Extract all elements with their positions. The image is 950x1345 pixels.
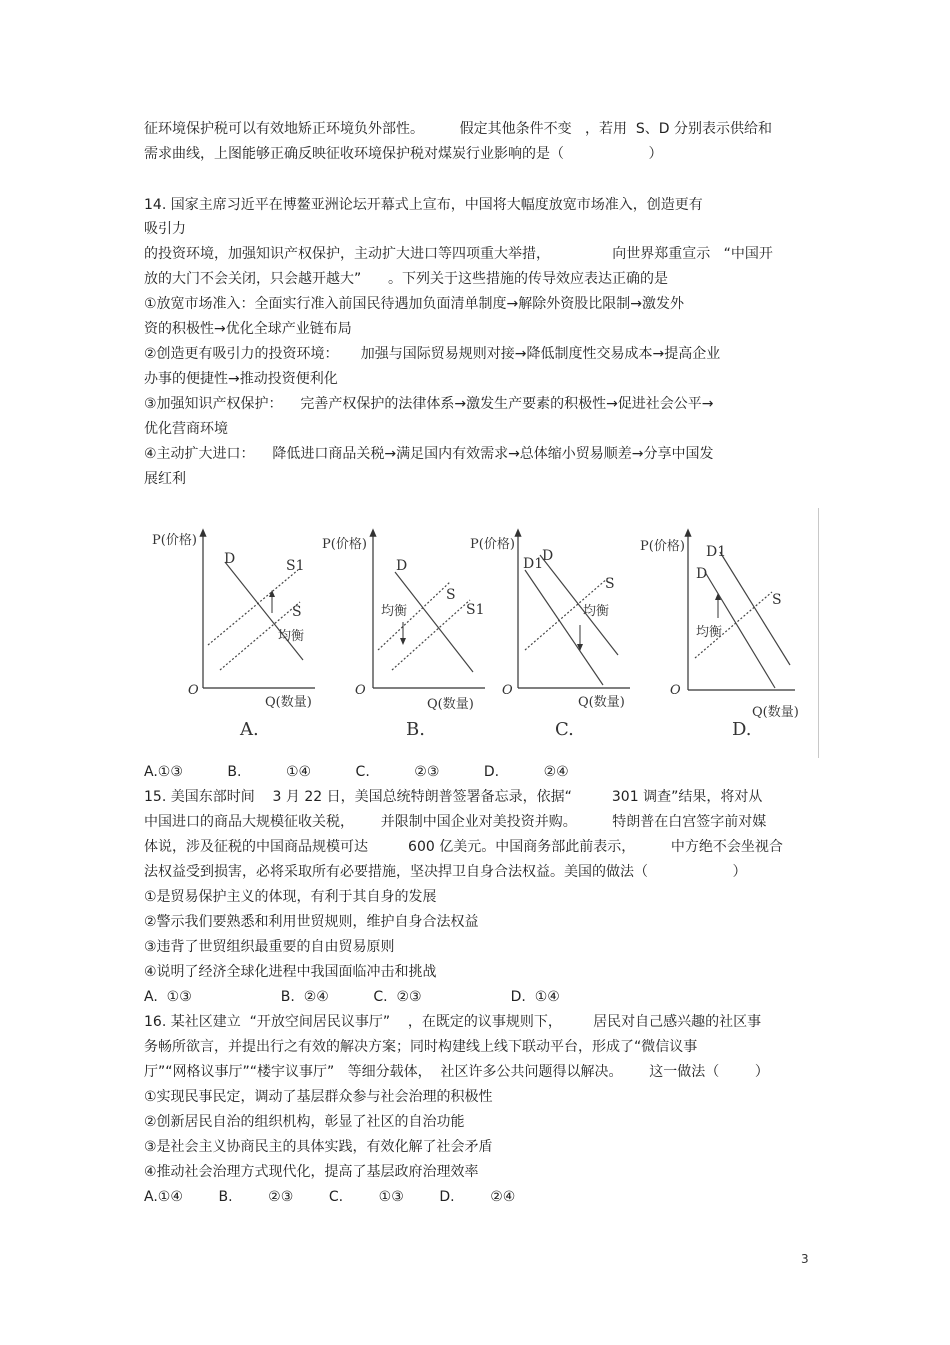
q14-stem-line: 14. 国家主席习近平在博鳌亚洲论坛开幕式上宣布，中国将大幅度放宽市场准入，创造更有	[144, 197, 703, 213]
q16-options: A.①④ B. ②③ C. ①③ D. ②④	[144, 1189, 516, 1205]
q14-item-1: ①放宽市场准入：全面实行准入前国民待遇加负面清单制度→解除外资股比限制→激发外	[144, 296, 685, 312]
curve-label-s: S	[446, 587, 456, 603]
origin-label: O	[188, 683, 199, 698]
q15-stem-line: 15. 美国东部时间 3 月 22 日，美国总统特朗普签署备忘录，依据“ 301 调查”结果，将对从	[144, 789, 763, 805]
q15-stem-line: 体说，涉及征税的中国商品规模可达 600 亿美元。中国商务部此前表示， 中方绝不会坐视合	[144, 839, 783, 855]
panel-label-a: A.	[240, 719, 259, 740]
q15-item-3: ③违背了世贸组织最重要的自由贸易原则	[144, 939, 395, 955]
origin-label: O	[355, 683, 366, 698]
q15-item-2: ②警示我们要熟悉和利用世贸规则，维护自身合法权益	[144, 914, 479, 930]
curve-label-s: S	[292, 604, 302, 620]
equilibrium-label: 均衡	[381, 604, 408, 619]
page-number: 3	[801, 1252, 809, 1266]
q16-item-2: ②创新居民自治的组织机构，彰显了社区的自治功能	[144, 1114, 465, 1130]
q16-item-1: ①实现民事民定，调动了基层群众参与社会治理的积极性	[144, 1089, 493, 1105]
curve-label-d: D	[542, 548, 554, 564]
x-axis-label: Q(数量)	[752, 705, 799, 720]
graph-c	[470, 532, 630, 740]
q14-item-2: ②创造更有吸引力的投资环境： 加强与国际贸易规则对接→降低制度性交易成本→提高企业	[144, 346, 721, 362]
y-axis-label: P(价格)	[322, 537, 367, 552]
graph-b	[322, 532, 485, 740]
q14-item-1-cont: 资的积极性→优化全球产业链布局	[144, 321, 352, 337]
q16-stem-line: 务畅所欲言，并提出行之有效的解决方案；同时构建线上线下联动平台，形成了“微信议事	[144, 1039, 698, 1055]
q16-item-3: ③是社会主义协商民主的具体实践，有效化解了社会矛盾	[144, 1139, 493, 1155]
curve-label-s: S	[605, 576, 615, 592]
panel-label-d: D.	[732, 719, 752, 740]
q15-item-4: ④说明了经济全球化进程中我国面临冲击和挑战	[144, 964, 437, 980]
origin-label: O	[502, 683, 513, 698]
curve-label-d: D	[696, 566, 708, 582]
x-axis-label: Q(数量)	[578, 695, 625, 710]
equilibrium-label: 均衡	[278, 629, 305, 644]
scan-edge-line	[818, 508, 819, 758]
q14-stem-line: 吸引力	[144, 221, 186, 237]
x-axis-label: Q(数量)	[427, 697, 474, 712]
q13-options: A.①③ B. ①④ C. ②③ D. ②④	[144, 764, 569, 780]
curve-label-d1: D1	[523, 556, 544, 572]
q13-text-line: 征环境保护税可以有效地矫正环境负外部性。 假定其他条件不变 ，若用 S、D 分别表示供给和	[144, 121, 772, 137]
q15-options: A. ①③ B. ②④ C. ②③ D. ①④	[144, 989, 560, 1005]
curve-label-s: S	[772, 592, 782, 608]
equilibrium-label: 均衡	[696, 625, 723, 640]
y-axis-label: P(价格)	[152, 533, 197, 548]
y-axis-label: P(价格)	[470, 537, 515, 552]
curve-label-d: D	[224, 551, 236, 567]
q16-stem-line: 厅”“网格议事厅”“楼宇议事厅” 等细分载体， 社区许多公共问题得以解决。 这一做法（ ）	[144, 1064, 769, 1080]
q14-item-4: ④主动扩大进口： 降低进口商品关税→满足国内有效需求→总体缩小贸易顺差→分享中国发	[144, 446, 714, 462]
q14-item-2-cont: 办事的便捷性→推动投资便利化	[144, 371, 338, 387]
origin-label: O	[670, 683, 681, 698]
q15-item-1: ①是贸易保护主义的体现，有利于其自身的发展	[144, 889, 437, 905]
q14-stem-line: 的投资环境，加强知识产权保护，主动扩大进口等四项重大举措， 向世界郑重宣示 “中国开	[144, 246, 773, 262]
q15-stem-line: 法权益受到损害，必将采取所有必要措施，坚决捍卫自身合法权益。美国的做法（ ）	[144, 864, 747, 880]
demand-curve-d	[395, 572, 473, 672]
q13-text-line: 需求曲线，上图能够正确反映征收环境保护税对煤炭行业影响的是（ ）	[144, 146, 663, 162]
q14-item-3-cont: 优化营商环境	[144, 421, 228, 437]
curve-label-d1: D1	[706, 544, 727, 560]
graph-a	[152, 532, 315, 740]
q14-stem-line: 放的大门不会关闭，只会越开越大” 。下列关于这些措施的传导效应表达正确的是	[144, 271, 668, 287]
q14-item-4-cont: 展红利	[144, 471, 186, 487]
graphs-svg	[140, 510, 820, 750]
q15-stem-line: 中国进口的商品大规模征收关税， 并限制中国企业对美投资并购。 特朗普在白宫签字前对媒	[144, 814, 767, 830]
curve-label-d: D	[396, 558, 408, 574]
supply-demand-graphs	[140, 510, 820, 750]
q16-item-4: ④推动社会治理方式现代化，提高了基层政府治理效率	[144, 1164, 479, 1180]
q16-stem-line: 16. 某社区建立 “开放空间居民议事厅” ，在既定的议事规则下， 居民对自己感兴趣的社区事	[144, 1014, 762, 1030]
demand-curve-d1	[720, 552, 790, 665]
x-axis-label: Q(数量)	[265, 695, 312, 710]
curve-label-s1: S1	[286, 558, 305, 574]
curve-label-s1: S1	[466, 602, 485, 618]
demand-curve-d1	[525, 570, 603, 685]
q14-item-3: ③加强知识产权保护： 完善产权保护的法律体系→激发生产要素的积极性→促进社会公平→	[144, 396, 714, 412]
graph-d	[640, 532, 799, 740]
equilibrium-label: 均衡	[583, 604, 610, 619]
y-axis-label: P(价格)	[640, 539, 685, 554]
panel-label-b: B.	[406, 719, 425, 740]
panel-label-c: C.	[555, 719, 574, 740]
